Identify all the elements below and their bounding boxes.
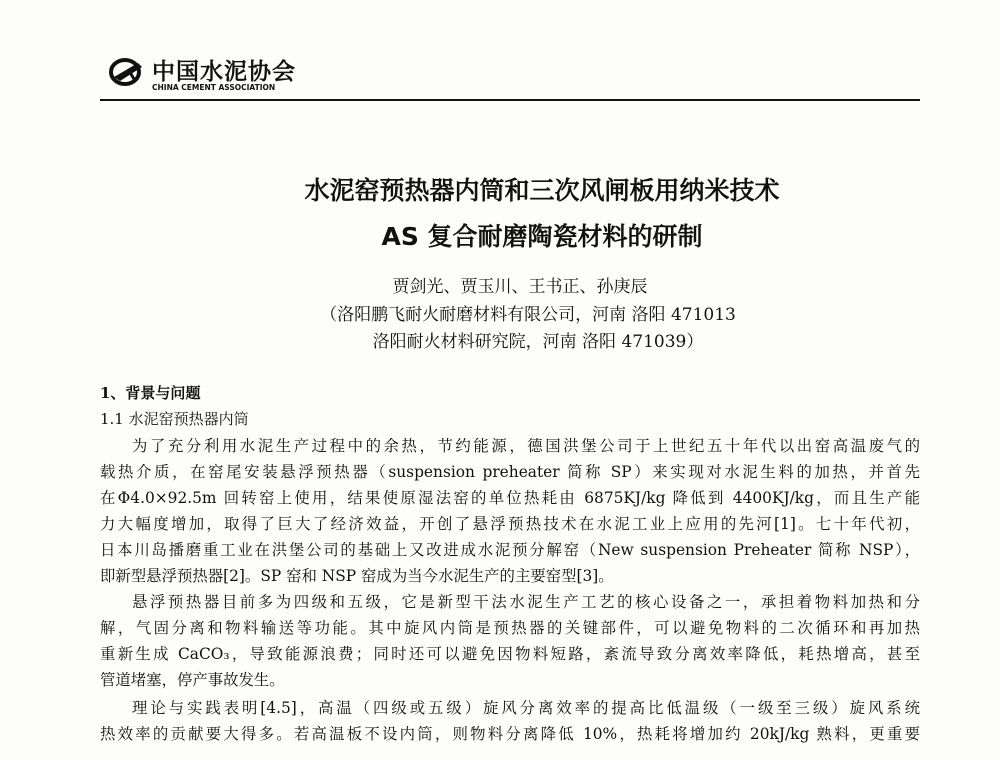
body-line: 管道堵塞，停产事故发生。: [100, 671, 285, 689]
paper-title-line-1: 水泥窑预热器内筒和三次风闸板用纳米技术: [304, 176, 780, 205]
section-heading: 1、背景与问题: [100, 384, 201, 402]
association-logo: [108, 50, 308, 100]
body-line: 解，气固分离和物料输送等功能。其中旋风内筒是预热器的关键部件，可以避免物料的二次循环和再加热: [100, 619, 920, 637]
affiliation-1: （洛阳鹏飞耐火耐磨材料有限公司，河南 洛阳 471013: [320, 305, 736, 325]
body-line: 在Φ4.0×92.5m 回转窑上使用，结果使原湿法窑的单位热耗由 6875KJ/kg 降低到 4400KJ/kg，而且生产能: [100, 489, 920, 507]
logo-chinese-name: 中国水泥协会: [152, 58, 296, 85]
header-divider: [100, 99, 920, 101]
body-line: 日本川岛播磨重工业在洪堡公司的基础上又改进成水泥预分解窑（New suspension Preheater 简称 NSP），: [100, 541, 920, 559]
author-names: 贾剑光、贾玉川、王书正、孙庚辰: [392, 277, 648, 297]
body-line: 理论与实践表明[4.5]，高温（四级或五级）旋风分离效率的提高比低温级（一级至三级）旋风系统: [132, 699, 920, 717]
body-line: 载热介质，在窑尾安装悬浮预热器（suspension preheater 简称 SP）来实现对水泥生料的加热，并首先: [100, 463, 920, 481]
affiliation-2: 洛阳耐火材料研究院，河南 洛阳 471039）: [372, 332, 704, 352]
body-line: 力大幅度增加，取得了巨大了经济效益，开创了悬浮预热技术在水泥工业上应用的先河[1]。七十年代初，: [100, 515, 920, 533]
paper-title-line-2: AS 复合耐磨陶瓷材料的研制: [381, 222, 703, 251]
body-line: 悬浮预热器目前多为四级和五级，它是新型干法水泥生产工艺的核心设备之一，承担着物料加热和分: [132, 593, 920, 611]
body-line: 为了充分利用水泥生产过程中的余热，节约能源，德国洪堡公司于上世纪五十年代以出窑高温废气的: [132, 437, 920, 455]
body-line: 即新型悬浮预热器[2]。SP 窑和 NSP 窑成为当今水泥生产的主要窑型[3]。: [100, 567, 614, 585]
logo-english-name: CHINA CEMENT ASSOCIATION: [152, 83, 276, 92]
body-line: 重新生成 CaCO₃，导致能源浪费；同时还可以避免因物料短路，紊流导致分离效率降低，耗热增高，甚至: [100, 645, 920, 663]
subsection-heading: 1.1 水泥窑预热器内筒: [100, 410, 249, 428]
cement-association-emblem-icon: [108, 55, 146, 87]
body-line: 热效率的贡献要大得多。若高温板不设内筒，则物料分离降低 10%，热耗将增加约 20kJ/kg 熟料，更重要: [100, 725, 920, 743]
